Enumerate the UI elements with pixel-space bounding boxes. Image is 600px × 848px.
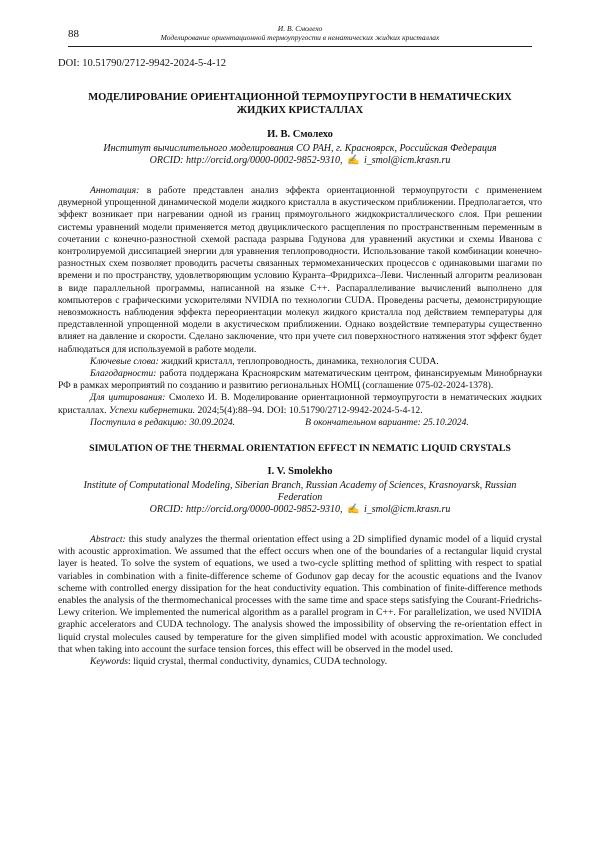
running-author: И. В. Смолехо: [277, 24, 323, 33]
running-header: [68, 24, 532, 42]
title-ru: МОДЕЛИРОВАНИЕ ОРИЕНТАЦИОННОЙ ТЕРМОУПРУГОСТИ В НЕМАТИЧЕСКИХ ЖИДКИХ КРИСТАЛЛАХ: [88, 92, 512, 116]
pen-icon: ✍: [346, 504, 360, 516]
keywords-en: [58, 656, 542, 668]
citation-ru: [58, 392, 542, 416]
annotation-text: в работе представлен анализ эффекта ориентационной термоупругости с применением двумерной упрощенной динамической модели жидкого кристалла в акустическом приближении. Предполагается, что эффект возникает при нагревании одной из границ прямоугольного жидкокристаллического слоя. При решении системы уравнений модели применяется метод двуциклического расщепления по пространственным переменным в сочетании с конечно-разностной схемой распада разрыва Годунова для уравнений акустики и схемы Иванова с контролируемой диссипацией энергии для уравнения теплопроводности. Использование такой комбинации конечно-разностных схем позволяет проводить расчеты связанных термомеханических процессов с одинаковыми шагами по времени и по пространству, удовлетворяющим условию Куранта–Фридрихса–Леви. Численный алгоритм реализован в виде параллельной программы, написанной на языке C++. Распараллеливание вычислений выполнено для компьютеров с графическими ускорителями NVIDIA по технологии CUDA. Проведены расчеты, демонстрирующие невозможность наблюдения эффекта переориентации молекул жидкого кристалла под действием температуры для представленной упрощенной модели в акустическом приближении. Однако воздействие температуры существенно влияет на давление и скорости. Сделано заключение, что при учете сил поверхностного натяжения этот эффект будет наблюдаться для используемой в работе модели.: [58, 185, 542, 355]
author-en: I. V. Smolekho: [267, 466, 333, 478]
thanks-ru: [58, 368, 542, 392]
thanks-text: работа поддержана Красноярским математическим центром, финансируемым Минобрнауки РФ в рамках мероприятий по созданию и развитию региональных НОМЦ (соглашение 075-02-2024-1378).: [58, 368, 542, 392]
abstract-label: Abstract:: [90, 534, 126, 546]
header-rule: [68, 46, 532, 47]
abstract-text: this study analyzes the thermal orientation effect using a 2D simplified dynamic model of a liquid crystal with acoustic approximation. We assumed that the effect occurs when one of the boundaries of a rectangular liquid crystal layer is heated. To solve the system of equations, we used a two-cycle splitting method of splitting with respect to spatial variables in combination with a finite-difference scheme of Godunov gap decay for the acoustic equations and the Ivanov scheme with controlled energy dissipation for the heat conductivity equation. This combination of finite-difference methods enables the analysis of the thermomechanical processes with the same time and space steps satisfying the Courant-Friedrichs-Lewy criterion. We implemented the numerical algorithm as a parallel program in C++. For parallelization, we used NVIDIA graphic accelerators and CUDA technology. The analysis showed the impossibility of observing the re-orientation effect in liquid crystal molecules caused by temperature for the given simplified model with acoustic approximation. We concluded that when taking into account the surface tension forces, this effect will be observed in the model used.: [58, 534, 542, 655]
cite-journal: Успехи кибернетики.: [108, 404, 196, 416]
cite-text: Смолехо И. В. Моделирование ориентационной термоупругости в нематических жидких кристаллах.: [58, 392, 542, 416]
dates-ru: [90, 417, 542, 429]
keywords-text: жидкий кристалл, теплопроводность, динамика, технология CUDA.: [161, 355, 439, 367]
annotation-ru: [58, 185, 542, 356]
orcid-ru: [58, 155, 542, 167]
orcid-link-en[interactable]: ORCID: http://orcid.org/0000-0002-9852-9310,: [149, 504, 343, 516]
orcid-en: [58, 504, 542, 516]
keywords-text-en: : liquid crystal, thermal conductivity, dynamics, CUDA technology.: [128, 656, 388, 668]
abstract-en: [58, 534, 542, 656]
final-date: В окончательном варианте: 25.10.2024.: [305, 416, 469, 428]
email-link-en[interactable]: i_smol@icm.krasn.ru: [363, 504, 451, 516]
running-title: Моделирование ориентационной термоупругости в нематических жидких кристаллах: [160, 33, 440, 42]
affiliation-en: Institute of Computational Modeling, Siberian Branch, Russian Academy of Sciences, Krasnoyarsk, Russian Federation: [83, 480, 517, 504]
received-date: Поступила в редакцию: 30.09.2024.: [90, 416, 236, 428]
orcid-link[interactable]: ORCID: http://orcid.org/0000-0002-9852-9310,: [149, 155, 343, 166]
thanks-label: Благодарности:: [90, 368, 157, 380]
cite-label: Для цитирования:: [90, 392, 166, 404]
annotation-label: Аннотация:: [90, 185, 140, 196]
keywords-ru: [58, 356, 542, 368]
article-body: [58, 58, 542, 668]
page-number: 88: [68, 28, 79, 40]
affiliation-ru: Институт вычислительного моделирования СО РАН, г. Красноярск, Российская Федерация: [103, 143, 497, 154]
email-link[interactable]: i_smol@icm.krasn.ru: [363, 155, 451, 166]
title-en: SIMULATION OF THE THERMAL ORIENTATION EFFECT IN NEMATIC LIQUID CRYSTALS: [89, 443, 511, 455]
doi: DOI: 10.51790/2712-9942-2024-5-4-12: [58, 58, 226, 69]
keywords-label: Ключевые слова:: [90, 355, 159, 367]
pen-icon: ✍: [346, 155, 360, 166]
cite-details: 2024;5(4):88–94. DOI: 10.51790/2712-9942-2024-5-4-12.: [197, 404, 423, 416]
keywords-label-en: Keywords: [90, 656, 129, 668]
author-ru: И. В. Смолехо: [267, 129, 333, 140]
